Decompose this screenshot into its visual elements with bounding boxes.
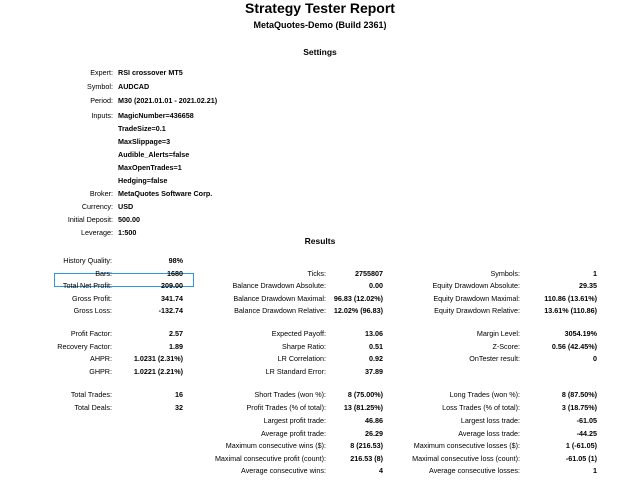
period-value: M30 (2021.01.01 - 2021.02.21) [118,96,218,105]
bars-label: Bars: [95,269,112,278]
equity-drawdown-relative-label: Equity Drawdown Relative: [434,306,520,315]
expected-payoff-label: Expected Payoff: [271,329,326,338]
gross-profit-label: Gross Profit: [72,294,112,303]
expert-label: Expert: [90,68,113,77]
average-consecutive-losses-value: 1 [593,466,597,475]
average-consecutive-wins-value: 4 [379,466,383,475]
symbols-value: 1 [593,269,597,278]
average-profit-trade-label: Average profit trade: [261,429,326,438]
maximum-consecutive-losses-value: 1 (-61.05) [565,441,597,450]
sharpe-ratio-value: 0.51 [369,342,383,351]
loss-trades-of-total-label: Loss Trades (% of total): [442,403,520,412]
history-quality-label: History Quality: [63,256,112,265]
equity-drawdown-absolute-label: Equity Drawdown Absolute: [432,281,520,290]
profit-factor-value: 2.57 [169,329,183,338]
sharpe-ratio-label: Sharpe Ratio: [282,342,326,351]
equity-drawdown-relative-value: 13.61% (110.86) [544,306,597,315]
total-deals-label: Total Deals: [74,403,112,412]
margin-level-label: Margin Level: [476,329,520,338]
long-trades-won-value: 8 (87.50%) [561,390,597,399]
largest-profit-trade-value: 46.86 [365,416,383,425]
lr-standard-error-label: LR Standard Error: [265,367,326,376]
leverage-label: Leverage: [81,228,113,237]
loss-trades-of-total-value: 3 (18.75%) [561,403,597,412]
total-deals-value: 32 [175,403,183,412]
lr-correlation-label: LR Correlation: [277,354,326,363]
ghpr-value: 1.0221 (2.21%) [133,367,183,376]
input-max-slippage: MaxSlippage=3 [118,137,171,146]
gross-loss-value: -132.74 [158,306,183,315]
average-profit-trade-value: 26.29 [365,429,383,438]
z-score-value: 0.56 (42.45%) [551,342,597,351]
ticks-value: 2755807 [355,269,383,278]
balance-drawdown-maximal-label: Balance Drawdown Maximal: [233,294,326,303]
lr-correlation-value: 0.92 [369,354,383,363]
gross-loss-label: Gross Loss: [73,306,112,315]
ahpr-label: AHPR: [90,354,112,363]
maximal-consecutive-profit-count-label: Maximal consecutive profit (count): [214,454,326,463]
largest-profit-trade-label: Largest profit trade: [263,416,326,425]
ontester-result-label: OnTester result: [469,354,520,363]
currency-value: USD [118,202,134,211]
symbols-label: Symbols: [490,269,520,278]
symbol-label: Symbol: [87,82,113,91]
report-subtitle: MetaQuotes-Demo (Build 2361) [253,20,387,30]
expert-value: RSI crossover MT5 [118,68,183,77]
balance-drawdown-absolute-label: Balance Drawdown Absolute: [232,281,326,290]
maximal-consecutive-profit-count-value: 216.53 (8) [350,454,383,463]
balance-drawdown-absolute-value: 0.00 [369,281,383,290]
equity-drawdown-maximal-value: 110.86 (13.61%) [544,294,597,303]
symbol-value: AUDCAD [118,82,150,91]
input-magic-number: MagicNumber=436658 [118,111,194,120]
maximum-consecutive-losses-label: Maximum consecutive losses ($): [413,441,520,450]
initial-deposit-label: Initial Deposit: [67,215,113,224]
results-heading: Results [304,236,336,246]
average-loss-trade-value: -44.25 [576,429,597,438]
profit-trades-of-total-value: 13 (81.25%) [343,403,383,412]
z-score-label: Z-Score: [492,342,520,351]
input-max-open-trades: MaxOpenTrades=1 [118,163,182,172]
largest-loss-trade-label: Largest loss trade: [460,416,520,425]
balance-drawdown-maximal-value: 96.83 (12.02%) [333,294,383,303]
equity-drawdown-absolute-value: 29.35 [579,281,597,290]
ticks-label: Ticks: [307,269,326,278]
recovery-factor-value: 1.89 [169,342,183,351]
recovery-factor-label: Recovery Factor: [57,342,112,351]
balance-drawdown-relative-label: Balance Drawdown Relative: [234,306,326,315]
largest-loss-trade-value: -61.05 [576,416,597,425]
input-audible-alerts: Audible_Alerts=false [118,150,190,159]
gross-profit-value: 341.74 [161,294,183,303]
balance-drawdown-relative-value: 12.02% (96.83) [333,306,383,315]
profit-trades-of-total-label: Profit Trades (% of total): [246,403,326,412]
broker-label: Broker: [89,189,113,198]
total-trades-label: Total Trades: [70,390,112,399]
expected-payoff-value: 13.06 [365,329,383,338]
margin-level-value: 3054.19% [564,329,597,338]
maximum-consecutive-wins-label: Maximum consecutive wins ($): [225,441,326,450]
profit-factor-label: Profit Factor: [70,329,112,338]
total-net-profit-label: Total Net Profit: [62,281,112,290]
broker-value: MetaQuotes Software Corp. [118,189,213,198]
average-loss-trade-label: Average loss trade: [458,429,520,438]
initial-deposit-value: 500.00 [118,215,140,224]
total-net-profit-value: 209.00 [161,281,183,290]
report-title: Strategy Tester Report [245,0,395,16]
total-trades-value: 16 [175,390,183,399]
average-consecutive-wins-label: Average consecutive wins: [241,466,326,475]
currency-label: Currency: [81,202,113,211]
long-trades-won-label: Long Trades (won %): [449,390,520,399]
leverage-value: 1:500 [118,228,137,237]
inputs-label: Inputs: [91,111,113,120]
bars-value: 1680 [167,269,183,278]
maximal-consecutive-loss-count-label: Maximal consecutive loss (count): [412,454,520,463]
lr-standard-error-value: 37.89 [365,367,383,376]
ahpr-value: 1.0231 (2.31%) [133,354,183,363]
period-label: Period: [90,96,113,105]
ontester-result-value: 0 [593,354,597,363]
settings-heading: Settings [303,47,337,57]
maximum-consecutive-wins-value: 8 (216.53) [350,441,383,450]
average-consecutive-losses-label: Average consecutive losses: [429,466,520,475]
ghpr-label: GHPR: [89,367,112,376]
maximal-consecutive-loss-count-value: -61.05 (1) [565,454,597,463]
equity-drawdown-maximal-label: Equity Drawdown Maximal: [433,294,520,303]
short-trades-won-value: 8 (75.00%) [347,390,383,399]
input-hedging: Hedging=false [118,176,168,185]
history-quality-value: 98% [168,256,183,265]
short-trades-won-label: Short Trades (won %): [254,390,326,399]
input-trade-size: TradeSize=0.1 [118,124,166,133]
